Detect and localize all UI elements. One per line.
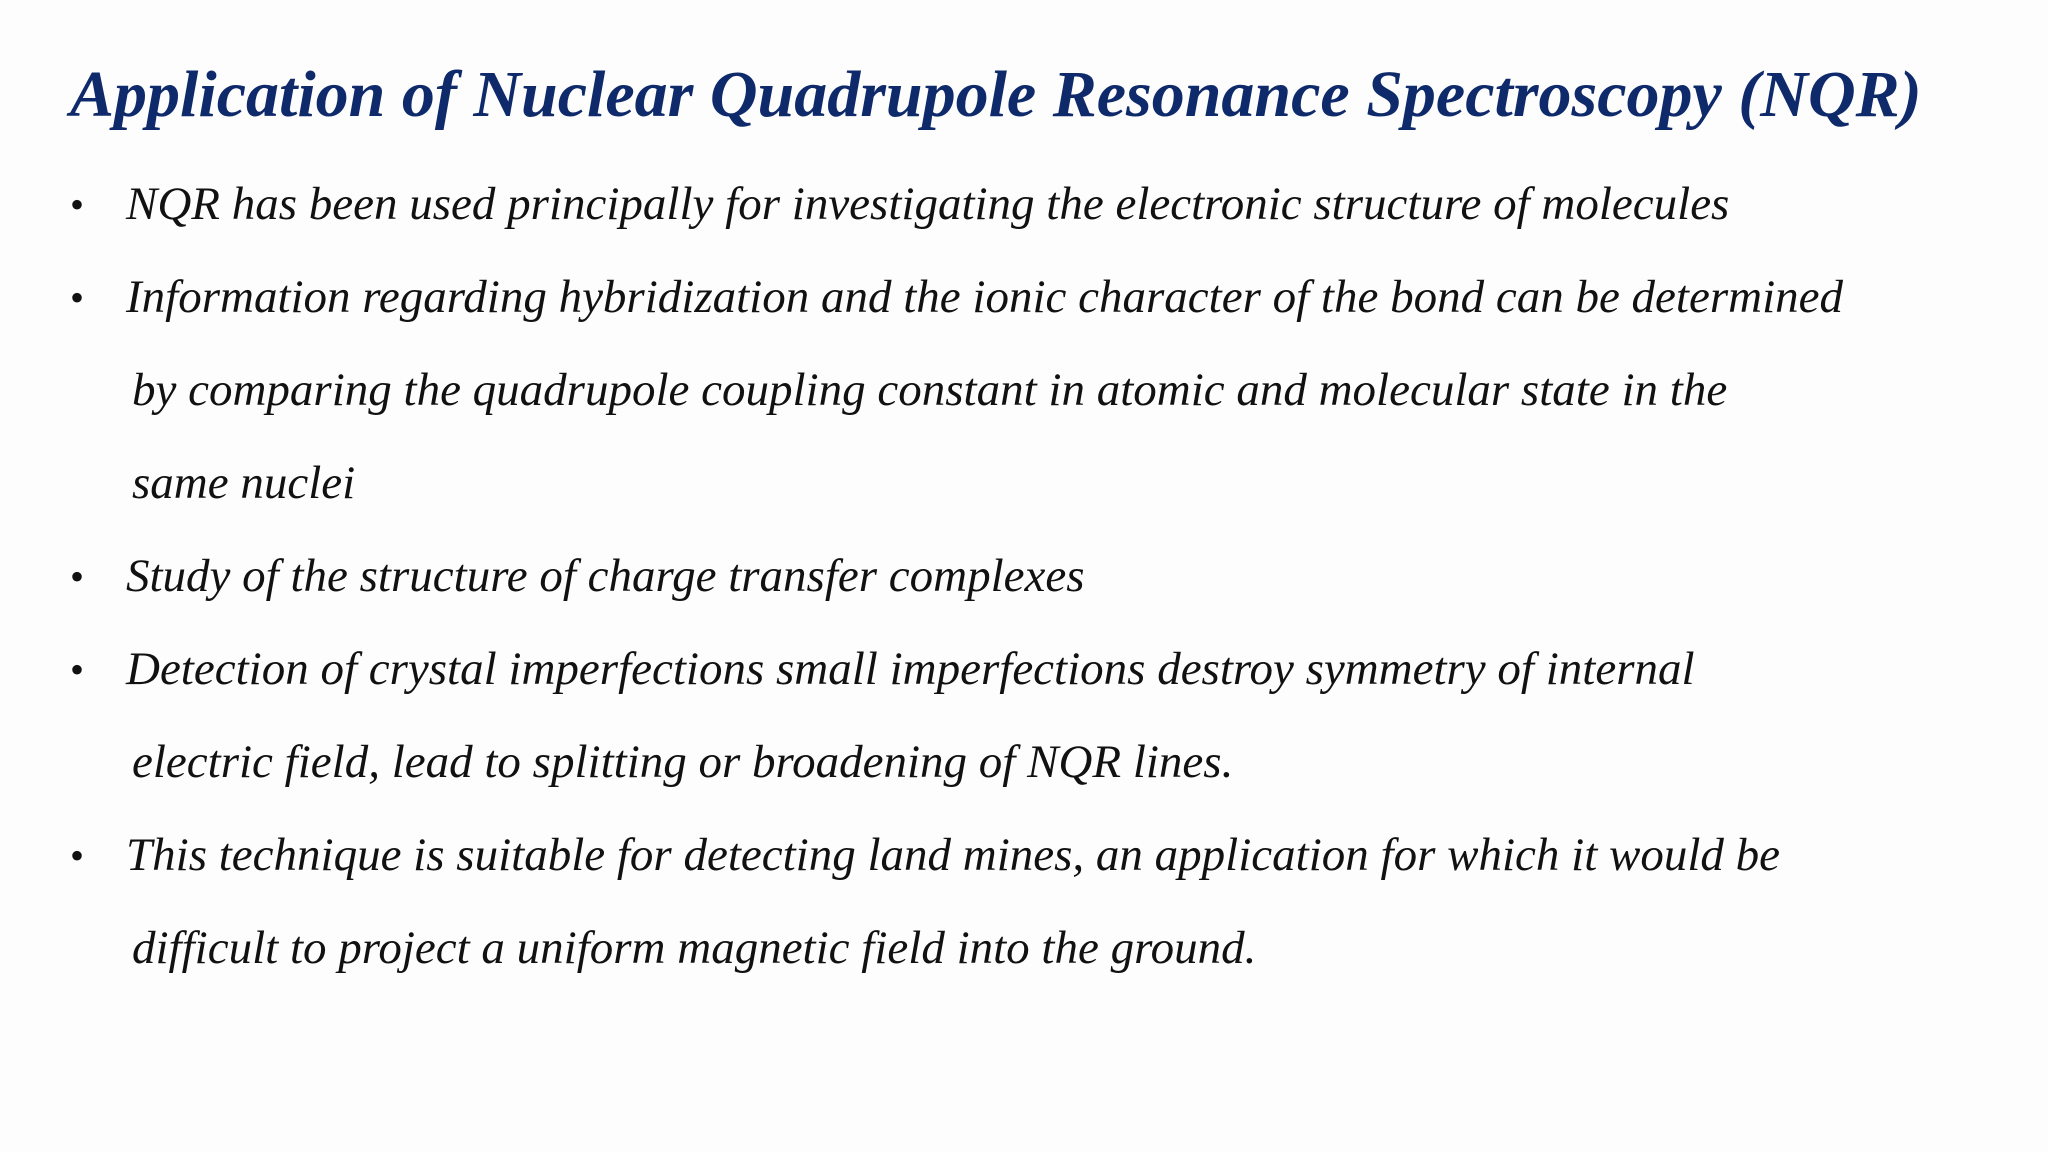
bullet-item — [70, 158, 2008, 251]
slide-title: Application of Nuclear Quadrupole Resonance Spectroscopy (NQR) — [70, 58, 1922, 131]
bullet-icon: • — [70, 554, 85, 599]
bullet-item — [70, 809, 2008, 995]
bullet-icon: • — [70, 275, 85, 320]
bullet-text-line: by comparing the quadrupole coupling constant in atomic and molecular state in the — [132, 364, 1728, 416]
bullet-text-line: Information regarding hybridization and the ionic character of the bond can be determined — [126, 271, 1843, 323]
bullet-text-line: Detection of crystal imperfections small imperfections destroy symmetry of internal — [126, 643, 1695, 695]
bullet-text-line: NQR has been used principally for investigating the electronic structure of molecules — [126, 178, 1730, 230]
bullet-text-line: electric field, lead to splitting or broadening of NQR lines. — [132, 736, 1234, 788]
bullet-icon: • — [70, 182, 85, 227]
bullet-icon: • — [70, 647, 85, 692]
bullet-text-line: Study of the structure of charge transfer complexes — [126, 550, 1085, 602]
bullet-item — [70, 623, 2008, 809]
bullet-icon: • — [70, 833, 85, 878]
bullet-text-line: difficult to project a uniform magnetic field into the ground. — [132, 922, 1257, 974]
bullet-item — [70, 251, 2008, 530]
bullet-text-line: This technique is suitable for detecting land mines, an application for which it would be — [126, 829, 1781, 881]
bullet-item — [70, 530, 2008, 623]
bullet-list — [70, 158, 2008, 995]
bullet-text-line: same nuclei — [132, 457, 356, 509]
